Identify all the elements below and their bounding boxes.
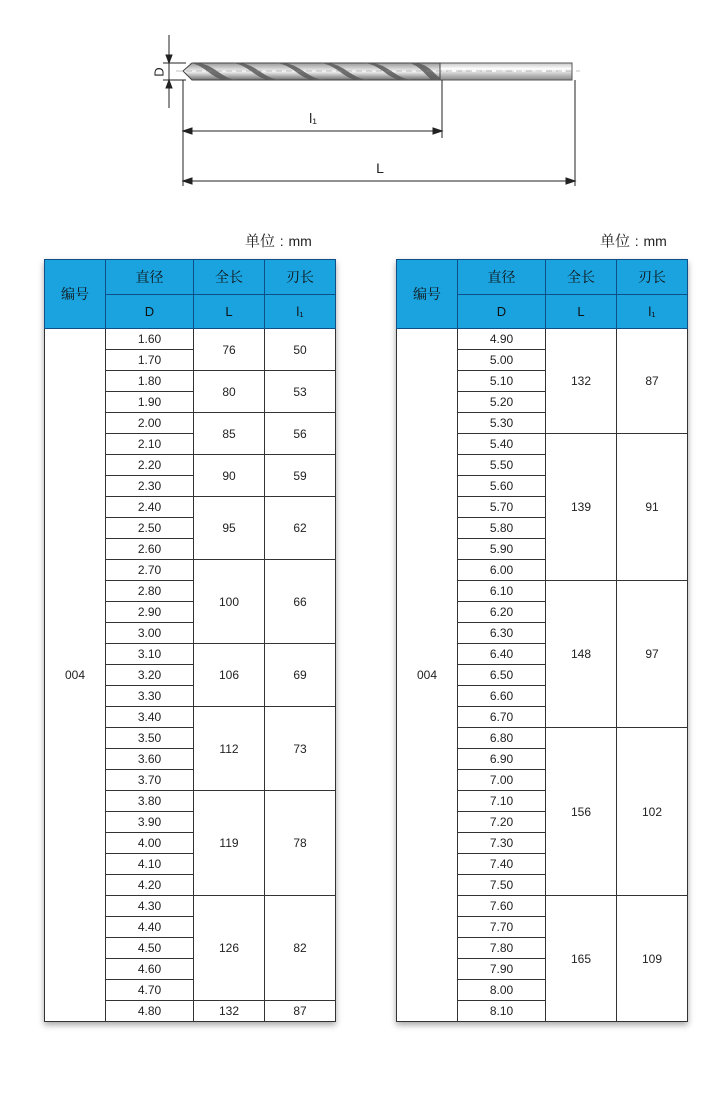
flute-length-cell: 53 bbox=[265, 371, 336, 413]
diameter-cell: 1.60 bbox=[106, 329, 194, 350]
unit-label-left bbox=[245, 230, 312, 251]
diameter-cell: 7.70 bbox=[458, 917, 546, 938]
flute-length-cell: 66 bbox=[265, 560, 336, 644]
spec-table-right-wrap bbox=[396, 259, 688, 1022]
diameter-cell: 7.00 bbox=[458, 770, 546, 791]
spec-table-right bbox=[396, 259, 688, 1022]
diameter-cell: 7.60 bbox=[458, 896, 546, 917]
total-length-cell: 90 bbox=[194, 455, 265, 497]
header-total-length-symbol: L bbox=[194, 295, 265, 329]
header-flute-length-symbol: l₁ bbox=[265, 295, 336, 329]
header-total-length: 全长 bbox=[546, 260, 617, 295]
flute-length-cell: 97 bbox=[617, 581, 688, 728]
total-length-label: L bbox=[376, 160, 384, 176]
total-length-cell: 76 bbox=[194, 329, 265, 371]
diameter-cell: 6.50 bbox=[458, 665, 546, 686]
diameter-cell: 3.40 bbox=[106, 707, 194, 728]
diameter-cell: 7.30 bbox=[458, 833, 546, 854]
diameter-cell: 4.40 bbox=[106, 917, 194, 938]
diameter-cell: 4.20 bbox=[106, 875, 194, 896]
diameter-cell: 3.10 bbox=[106, 644, 194, 665]
unit-label-sep: : bbox=[634, 233, 639, 249]
diameter-cell: 5.30 bbox=[458, 413, 546, 434]
header-total-length-symbol: L bbox=[546, 295, 617, 329]
diameter-cell: 2.20 bbox=[106, 455, 194, 476]
total-length-cell: 80 bbox=[194, 371, 265, 413]
diameter-label: D bbox=[151, 67, 167, 77]
diameter-cell: 5.80 bbox=[458, 518, 546, 539]
diameter-cell: 3.60 bbox=[106, 749, 194, 770]
total-length-cell: 100 bbox=[194, 560, 265, 644]
diameter-cell: 5.20 bbox=[458, 392, 546, 413]
flute-length-label: l₁ bbox=[309, 110, 317, 126]
header-total-length: 全长 bbox=[194, 260, 265, 295]
header-diameter: 直径 bbox=[106, 260, 194, 295]
total-length-cell: 156 bbox=[546, 728, 617, 896]
header-diameter-symbol: D bbox=[458, 295, 546, 329]
diameter-cell: 6.60 bbox=[458, 686, 546, 707]
diameter-cell: 7.40 bbox=[458, 854, 546, 875]
unit-label-sep: : bbox=[279, 233, 284, 249]
diameter-cell: 5.10 bbox=[458, 371, 546, 392]
diameter-cell: 5.70 bbox=[458, 497, 546, 518]
total-length-cell: 106 bbox=[194, 644, 265, 707]
header-diameter-symbol: D bbox=[106, 295, 194, 329]
diameter-cell: 4.80 bbox=[106, 1001, 194, 1022]
diameter-cell: 7.80 bbox=[458, 938, 546, 959]
flute-length-cell: 50 bbox=[265, 329, 336, 371]
diameter-cell: 5.90 bbox=[458, 539, 546, 560]
unit-label-right bbox=[600, 230, 667, 251]
diameter-cell: 5.00 bbox=[458, 350, 546, 371]
diameter-cell: 2.90 bbox=[106, 602, 194, 623]
total-length-cell: 148 bbox=[546, 581, 617, 728]
flute-length-cell: 87 bbox=[617, 329, 688, 434]
diameter-cell: 5.50 bbox=[458, 455, 546, 476]
flute-length-cell: 59 bbox=[265, 455, 336, 497]
diameter-cell: 6.40 bbox=[458, 644, 546, 665]
diameter-cell: 4.00 bbox=[106, 833, 194, 854]
drill-bit-diagram bbox=[0, 0, 725, 200]
diameter-cell: 7.20 bbox=[458, 812, 546, 833]
diameter-cell: 6.30 bbox=[458, 623, 546, 644]
diameter-cell: 4.50 bbox=[106, 938, 194, 959]
table-row bbox=[45, 329, 336, 350]
diameter-cell: 6.20 bbox=[458, 602, 546, 623]
diameter-cell: 2.40 bbox=[106, 497, 194, 518]
total-length-cell: 85 bbox=[194, 413, 265, 455]
header-diameter: 直径 bbox=[458, 260, 546, 295]
diameter-cell: 8.00 bbox=[458, 980, 546, 1001]
diameter-cell: 3.80 bbox=[106, 791, 194, 812]
total-length-cell: 132 bbox=[194, 1001, 265, 1022]
flute-length-cell: 102 bbox=[617, 728, 688, 896]
diameter-cell: 2.70 bbox=[106, 560, 194, 581]
diameter-cell: 6.70 bbox=[458, 707, 546, 728]
header-flute-length: 刃长 bbox=[617, 260, 688, 295]
diameter-cell: 4.10 bbox=[106, 854, 194, 875]
header-code: 编号 bbox=[45, 260, 106, 329]
flute-length-cell: 62 bbox=[265, 497, 336, 560]
diameter-cell: 6.10 bbox=[458, 581, 546, 602]
total-length-cell: 132 bbox=[546, 329, 617, 434]
diameter-cell: 7.90 bbox=[458, 959, 546, 980]
diameter-cell: 2.80 bbox=[106, 581, 194, 602]
header-code: 编号 bbox=[397, 260, 458, 329]
diameter-cell: 4.60 bbox=[106, 959, 194, 980]
diameter-cell: 3.50 bbox=[106, 728, 194, 749]
diameter-cell: 2.50 bbox=[106, 518, 194, 539]
diameter-cell: 5.60 bbox=[458, 476, 546, 497]
diameter-cell: 3.00 bbox=[106, 623, 194, 644]
unit-label-mm: mm bbox=[643, 233, 667, 249]
flute-length-cell: 87 bbox=[265, 1001, 336, 1022]
diameter-cell: 6.80 bbox=[458, 728, 546, 749]
diameter-cell: 2.30 bbox=[106, 476, 194, 497]
total-length-cell: 119 bbox=[194, 791, 265, 896]
flute-length-cell: 78 bbox=[265, 791, 336, 896]
code-cell: 004 bbox=[397, 329, 458, 1022]
flute-length-cell: 73 bbox=[265, 707, 336, 791]
diameter-cell: 2.60 bbox=[106, 539, 194, 560]
diameter-cell: 5.40 bbox=[458, 434, 546, 455]
diameter-cell: 7.10 bbox=[458, 791, 546, 812]
unit-label-zh: 单位 bbox=[600, 232, 631, 250]
diameter-cell: 1.70 bbox=[106, 350, 194, 371]
total-length-cell: 139 bbox=[546, 434, 617, 581]
header-flute-length: 刃长 bbox=[265, 260, 336, 295]
diameter-cell: 2.10 bbox=[106, 434, 194, 455]
diameter-cell: 8.10 bbox=[458, 1001, 546, 1022]
diameter-cell: 3.20 bbox=[106, 665, 194, 686]
spec-table-left-body bbox=[45, 329, 336, 1022]
diameter-cell: 3.90 bbox=[106, 812, 194, 833]
diameter-cell: 2.00 bbox=[106, 413, 194, 434]
flute-length-dimension bbox=[183, 80, 442, 186]
flute-length-cell: 109 bbox=[617, 896, 688, 1022]
table-row bbox=[397, 329, 688, 350]
flute-length-cell: 91 bbox=[617, 434, 688, 581]
diameter-cell: 6.00 bbox=[458, 560, 546, 581]
spec-table-right-body bbox=[397, 329, 688, 1022]
code-cell: 004 bbox=[45, 329, 106, 1022]
diameter-cell: 3.30 bbox=[106, 686, 194, 707]
flute-length-cell: 82 bbox=[265, 896, 336, 1001]
diameter-cell: 1.80 bbox=[106, 371, 194, 392]
drill-bit-shape bbox=[176, 63, 580, 80]
diameter-cell: 7.50 bbox=[458, 875, 546, 896]
spec-table-left-wrap bbox=[44, 259, 336, 1022]
diameter-cell: 3.70 bbox=[106, 770, 194, 791]
total-length-cell: 126 bbox=[194, 896, 265, 1001]
unit-label-zh: 单位 bbox=[245, 232, 276, 250]
total-length-cell: 165 bbox=[546, 896, 617, 1022]
spec-table-left bbox=[44, 259, 336, 1022]
header-flute-length-symbol: l₁ bbox=[617, 295, 688, 329]
diameter-cell: 4.30 bbox=[106, 896, 194, 917]
diameter-cell: 4.90 bbox=[458, 329, 546, 350]
diameter-cell: 1.90 bbox=[106, 392, 194, 413]
unit-label-mm: mm bbox=[288, 233, 312, 249]
total-length-cell: 95 bbox=[194, 497, 265, 560]
total-length-cell: 112 bbox=[194, 707, 265, 791]
diameter-cell: 6.90 bbox=[458, 749, 546, 770]
flute-length-cell: 56 bbox=[265, 413, 336, 455]
diameter-cell: 4.70 bbox=[106, 980, 194, 1001]
flute-length-cell: 69 bbox=[265, 644, 336, 707]
